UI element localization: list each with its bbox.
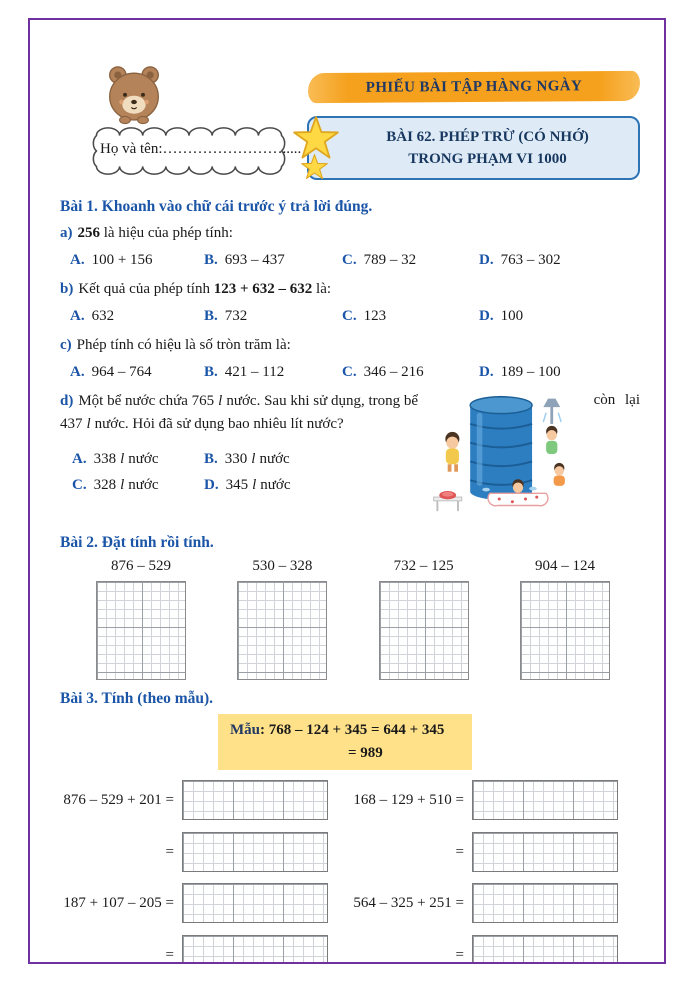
option-letter: D.: [479, 251, 494, 268]
option-letter: B.: [204, 251, 218, 268]
option-letter: C.: [342, 251, 357, 268]
option-letter: B.: [204, 363, 218, 380]
answer-option[interactable]: [342, 361, 479, 384]
answer-option[interactable]: [70, 249, 204, 272]
answer-grid[interactable]: [472, 883, 618, 923]
problem-block: [60, 883, 350, 964]
answer-option[interactable]: [479, 249, 640, 272]
answer-option[interactable]: [479, 361, 640, 384]
answer-option[interactable]: A. 338 l nước: [72, 451, 159, 467]
column-problem: [379, 558, 469, 680]
name-label: Họ và tên:…………………….....: [100, 141, 302, 157]
option-letter: A.: [70, 307, 85, 324]
option-text: 763 – 302: [500, 251, 561, 268]
question-a-options: [60, 249, 640, 272]
answer-grid[interactable]: [520, 581, 610, 680]
option-text: 789 – 32: [363, 251, 417, 268]
option-letter: C.: [72, 477, 87, 493]
water-tank-illustration: [428, 390, 578, 516]
question-a-label: a): [60, 225, 73, 241]
option-letter: C.: [342, 307, 357, 324]
equals-sign: =: [455, 946, 464, 963]
exercise-1: [60, 198, 640, 524]
option-letter: D.: [479, 307, 494, 324]
example-box: [218, 714, 472, 770]
option-letter: A.: [72, 451, 87, 467]
question-d: [60, 390, 640, 524]
question-d-line2: 437 l nước. Hỏi đã sử dụng bao nhiêu lít nước?: [60, 415, 344, 432]
problem-expression: 530 – 328: [252, 558, 313, 574]
answer-grid[interactable]: [472, 935, 618, 964]
equals-sign: =: [165, 946, 174, 963]
answer-option[interactable]: D. 345 l nước: [204, 477, 291, 493]
option-letter: A.: [70, 363, 85, 380]
exercise-3: [60, 690, 640, 964]
answer-option[interactable]: [342, 249, 479, 272]
problem-block: [350, 883, 640, 964]
teddy-bear-icon: [98, 60, 170, 126]
answer-option[interactable]: [70, 361, 204, 384]
equals-sign: =: [165, 843, 174, 860]
lesson-title-line2: TRONG PHẠM VI 1000: [408, 151, 567, 167]
answer-grid[interactable]: [182, 935, 328, 964]
column-problem: [237, 558, 327, 680]
answer-grid[interactable]: [472, 832, 618, 872]
answer-grid[interactable]: [182, 780, 328, 820]
answer-option[interactable]: [204, 305, 342, 328]
option-text: 732: [224, 307, 248, 324]
exercise-3-title: Bài 3. Tính (theo mẫu).: [60, 690, 214, 707]
question-b: b) Kết quả của phép tính 123 + 632 – 632 là:: [60, 281, 332, 297]
answer-option[interactable]: [204, 249, 342, 272]
equals-sign: =: [455, 843, 464, 860]
example-line1: Mẫu: 768 – 124 + 345 = 644 + 345: [230, 722, 445, 738]
question-c-label: c): [60, 337, 72, 353]
answer-option[interactable]: [204, 361, 342, 384]
answer-grid[interactable]: [182, 883, 328, 923]
answer-option[interactable]: [479, 305, 640, 328]
option-text: 964 – 764: [91, 363, 152, 380]
question-d-line1: d) Một bể nước chứa 765 l nước. Sau khi sử dụng, trong bể: [60, 393, 419, 409]
problem-expression: 168 – 129 + 510 =: [353, 791, 464, 808]
option-text: 100 + 156: [91, 251, 153, 268]
question-c-options: [60, 361, 640, 384]
question-d-conlai: còn lại: [593, 392, 640, 408]
option-text: 189 – 100: [500, 363, 561, 380]
worksheet-page: [28, 18, 666, 964]
problem-expression: 876 – 529: [111, 558, 171, 574]
answer-grid[interactable]: [182, 832, 328, 872]
exercise-2: [60, 534, 640, 680]
exercise-2-title: Bài 2. Đặt tính rồi tính.: [60, 534, 214, 551]
answer-option[interactable]: C. 328 l nước: [72, 477, 159, 493]
question-b-label: b): [60, 281, 74, 297]
answer-grid[interactable]: [379, 581, 469, 680]
column-problem: [96, 558, 186, 680]
example-line2: = 989: [348, 744, 383, 761]
problem-expression: 904 – 124: [534, 558, 595, 574]
worksheet-title-banner: [308, 71, 640, 103]
option-letter: B.: [204, 451, 218, 467]
problem-block: [60, 780, 350, 872]
option-letter: D.: [204, 477, 219, 493]
answer-grid[interactable]: [237, 581, 327, 680]
worksheet-title: PHIẾU BÀI TẬP HÀNG NGÀY: [365, 77, 583, 96]
star-icon: [301, 154, 328, 181]
name-field[interactable]: [80, 124, 302, 178]
lesson-title-line1: BÀI 62. PHÉP TRỪ (CÓ NHỚ): [386, 128, 589, 145]
answer-grid[interactable]: [472, 780, 618, 820]
problem-block: [350, 780, 640, 872]
option-text: 632: [91, 307, 115, 324]
problem-expression: 564 – 325 + 251 =: [353, 894, 464, 911]
option-text: 346 – 216: [363, 363, 424, 380]
option-letter: B.: [204, 307, 218, 324]
question-d-label: d): [60, 393, 74, 409]
option-letter: D.: [479, 363, 494, 380]
question-a: a) 256 là hiệu của phép tính:: [60, 225, 233, 241]
option-text: 693 – 437: [224, 251, 285, 268]
problem-expression: 187 + 107 – 205 =: [63, 894, 174, 911]
option-text: 100: [500, 307, 524, 324]
problem-expression: 732 – 125: [393, 558, 454, 574]
answer-grid[interactable]: [96, 581, 186, 680]
question-d-options: [60, 451, 380, 494]
option-text: 421 – 112: [224, 363, 285, 380]
exercise-3-problems: [60, 780, 640, 964]
answer-option[interactable]: [70, 305, 204, 328]
question-c: c) Phép tính có hiệu là số tròn trăm là:: [60, 337, 291, 353]
worksheet-header: [60, 46, 640, 186]
column-problem: [520, 558, 610, 680]
exercise-1-title: Bài 1. Khoanh vào chữ cái trước ý trả lời đúng.: [60, 198, 373, 215]
answer-option[interactable]: [342, 305, 479, 328]
option-letter: A.: [70, 251, 85, 268]
option-text: 123: [363, 307, 387, 324]
problem-expression: 876 – 529 + 201 =: [63, 791, 174, 808]
answer-option[interactable]: B. 330 l nước: [204, 451, 290, 467]
option-letter: C.: [342, 363, 357, 380]
lesson-title-box: [307, 116, 640, 180]
exercise-2-problems: [60, 558, 640, 680]
question-b-options: [60, 305, 640, 328]
